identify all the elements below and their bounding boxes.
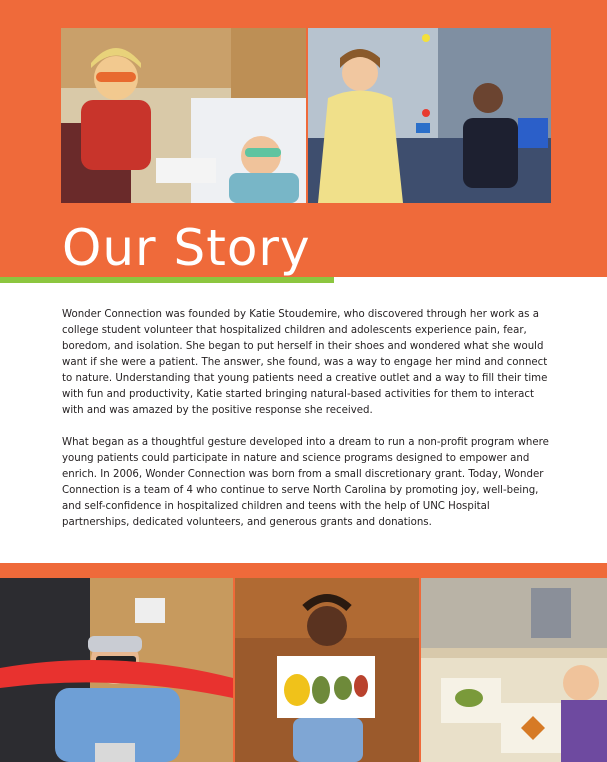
story-body xyxy=(62,307,554,547)
page-title: Our Story xyxy=(62,219,311,277)
photo-volunteer-juggling xyxy=(308,28,551,203)
photo-child-with-slime xyxy=(0,578,233,762)
photo-nature-specimens xyxy=(421,578,607,762)
photo-girl-with-leaf-art xyxy=(235,578,419,762)
title-underline xyxy=(0,277,334,283)
story-paragraph-2: What began as a thoughtful gesture developed into a dream to run a non-profit program where young patients could participate in nature and science programs designed to empower and enrich. In 2006, Wonder Connection was born from a small discretionary grant. Today, Wonder Connection is a team of 4 who continue to serve North Carolina by promoting joy, well-being, and self-confidence in hospitalized children and teens with the help of UNC Hospital partnerships, dedicated volunteers, and generous grants and donations. xyxy=(62,437,549,528)
story-paragraph-1: Wonder Connection was founded by Katie Stoudemire, who discovered through her work as a college student volunteer that hospitalized children and adolescents experience pain, fear, boredom, and isolation. She began to put herself in their shoes and wondered what she would want if she were a patient. The answer, she found, was a way to engage her mind and connect to nature. Understanding that young patients need a creative outlet and a way to fill their time with fun and productivity, Katie started bringing natural-based activities for them to interact with and was amazed by the positive response she received. xyxy=(62,309,548,416)
photo-kids-with-goggles xyxy=(61,28,306,203)
